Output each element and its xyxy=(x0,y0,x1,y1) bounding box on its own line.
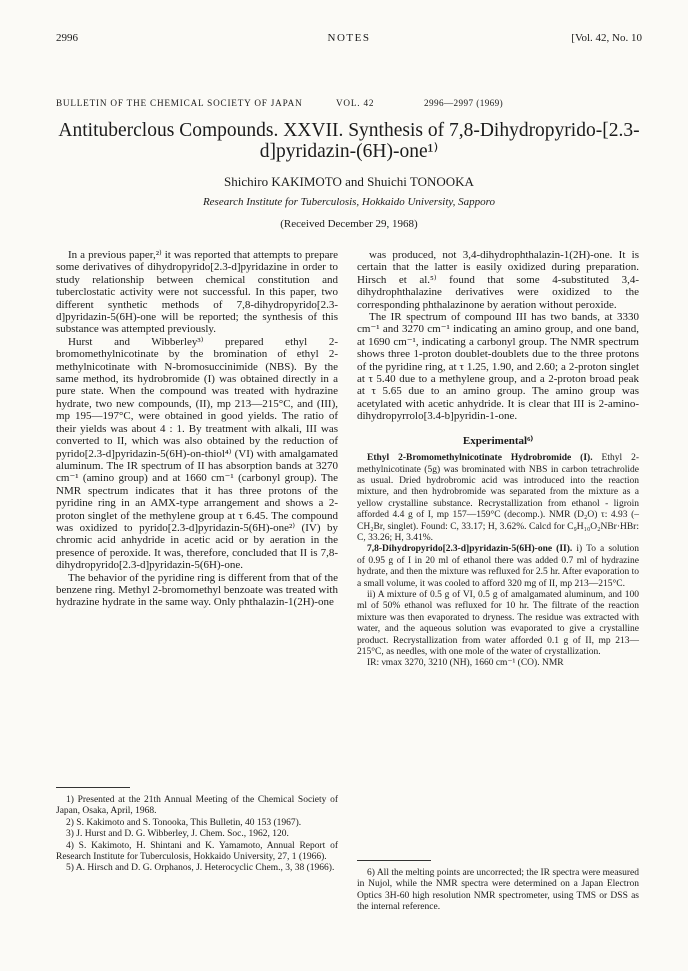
article-title: Antituberclous Compounds. XXVII. Synthesis of 7,8-Dihydropyrido-[2.3-d]pyridazin-(6H)-one¹⁾ xyxy=(58,120,640,162)
running-head: NOTES xyxy=(327,32,371,44)
journal-pages: 2996—2997 (1969) xyxy=(424,98,504,108)
experimental-paragraph: 7,8-Dihydropyrido[2.3-d]pyridazin-5(6H)-one (II). i) To a solution of 0.95 g of I in 20 ml of ethanol there was added 0.7 ml of hydrazine hydrate, and then the mixture was refluxed for 2.5 hr. After evaporation to a small volume, it was cooled to afford 320 mg of II, mp 213—215°C. xyxy=(357,544,639,589)
journal-name: BULLETIN OF THE CHEMICAL SOCIETY OF JAPAN xyxy=(56,98,303,108)
footnote-divider xyxy=(357,860,431,861)
compound-heading: 7,8-Dihydropyrido[2.3-d]pyridazin-5(6H)-one (II). xyxy=(367,544,573,555)
footnote-divider xyxy=(56,787,130,788)
paragraph: The behavior of the pyridine ring is different from that of the benzene ring. Methyl 2-bromomethyl benzoate was treated with hydrazine hydrate in the same way. Only phthalazin-1(2H)-one xyxy=(56,571,338,609)
footnote: 4) S. Kakimoto, H. Shintani and K. Yamamoto, Annual Report of Research Institute for Tuberculosis, Hokkaido University, 27, 1 (1966). xyxy=(56,840,338,863)
paragraph: was produced, not 3,4-dihydrophthalazin-1(2H)-one. It is certain that the latter is easily oxidized during preparation. Hirsch et al.⁵⁾ found that some 4-substituted 3,4-dihydrophthalazine derivatives were oxidized to the corresponding phthalazinone by aeration without peroxide. xyxy=(357,249,639,311)
footnote: 1) Presented at the 21th Annual Meeting of the Chemical Society of Japan, Osaka, April, 1968. xyxy=(56,795,338,817)
footnotes-right xyxy=(357,868,639,914)
article-authors: Shichiro KAKIMOTO and Shuichi TONOOKA xyxy=(224,174,474,189)
journal-line xyxy=(56,98,648,112)
page-number: 2996 xyxy=(56,32,78,44)
footnote: 5) A. Hirsch and D. G. Orphanos, J. Heterocyclic Chem., 3, 38 (1966). xyxy=(66,863,335,874)
footnotes-left xyxy=(56,795,338,875)
footnote: 2) S. Kakimoto and S. Tonooka, This Bulletin, 40 153 (1967). xyxy=(66,817,302,828)
journal-volume: VOL. 42 xyxy=(336,98,375,108)
footnote: 3) J. Hurst and D. G. Wibberley, J. Chem. Soc., 1962, 120. xyxy=(66,829,289,840)
paragraph: The IR spectrum of compound III has two bands, at 3330 cm⁻¹ and 3270 cm⁻¹ indicating an amino group, and one band, at 1690 cm⁻¹, indicating a carbonyl group. The NMR spectrum shows three 1-proton doublet-doublets due to the three protons of the pyridine ring, at τ 1.25, 1.90, and 2.60; a 2-proton singlet at τ 5.40 due to a methylene group, and a 2-proton broad peak at τ 5.65 due to an amino group. The amino group was acetylated with acetic anhydride. It is clear that III is 2-amino-dihydropyrrolo[3.4-b]pyridin-1-one. xyxy=(357,311,639,423)
experimental-heading: Experimental⁶⁾ xyxy=(462,434,534,447)
page-header xyxy=(56,32,642,48)
experimental-paragraph: Ethyl 2-Bromomethylnicotinate Hydrobromide (I). Ethyl 2-methylnicotinate (5g) was brominated with NBS in carbon tetrachrolide as usual. Dried hydrobromic acid was introduced into the reaction mixture, and then hydrobromide was separated from the mixture as a yellow crystalline substance. Recrystallization from ethanol - ligroin afforded 4.4 g of I, mp 157—159°C (decomp.). NMR (D₂O) τ: 4.93 (–CH₂Br, singlet). Found: C, 33.17; H, 3.62%. Calcd for C₉H₁₀O₂NBr·HBr: C, 33.26; H, 3.41%. xyxy=(357,453,640,543)
article-affiliation: Research Institute for Tuberculosis, Hokkaido University, Sapporo xyxy=(202,196,496,208)
paragraph: In a previous paper,²⁾ it was reported that attempts to prepare some derivatives of dihydropyrido[2.3-d]pyridazine in order to study relationship between chemical constitution and tuberclostatic activity were not successful. In this paper, two different synthetic methods of 7,8-dihydropyrido[2.3-d]pyridazin-5(6H)-one will be reported; the synthesis of this substance was attempted previously. xyxy=(56,249,338,336)
experimental-paragraph: IR: νmax 3270, 3210 (NH), 1660 cm⁻¹ (CO). NMR xyxy=(367,658,564,669)
received-date: (Received December 29, 1968) xyxy=(280,218,418,230)
left-column xyxy=(56,249,338,609)
experimental-section xyxy=(357,453,639,670)
experimental-paragraph: ii) A mixture of 0.5 g of VI, 0.5 g of amalgamated aluminum, and 100 ml of 50% ethanol was refluxed for 10 hr. The filtrate of the reaction mixture was then evaporated to dryness. The residue was extracted with water, and the aqueous solution was evaporated to give a crystalline product. Recrystallization from water afforded 0.1 g of II, mp 213—215°C, as needles, with one mole of the water of crystallization. xyxy=(357,589,639,657)
volume-issue: [Vol. 42, No. 10 xyxy=(571,32,642,44)
compound-heading: Ethyl 2-Bromomethylnicotinate Hydrobromide (I). xyxy=(367,453,593,464)
footnote: 6) All the melting points are uncorrected; the IR spectra were measured in Nujol, while the NMR spectra were determined on a Japan Electron Optics 3H-60 high resolution NMR spectrometer, using TMS or DSS as the internal reference. xyxy=(357,868,639,913)
right-column xyxy=(357,249,639,670)
paragraph: Hurst and Wibberley³⁾ prepared ethyl 2-bromomethylnicotinate by the bromination of ethyl 2-methylnicotinate with N-bromosuccinimide (NBS). By the same method, its hydrobromide (I) was obtained directly in a pure state. When the compound was treated with hydrazine hydrate, two new compounds, (II), mp 213—215°C, and (III), mp 195—197°C, were obtained in good yields. The ratio of their yields was about 4 : 1. By treatment with alkali, III was converted to II, which was also obtained by the reduction of pyrido[2.3-d]pyridazin-5(6H)-on-thiol⁴⁾ (VI) with amalgamated aluminum. The IR spectrum of II has absorption bands at 3270 cm⁻¹ (amino group) and at 1660 cm⁻¹ (carbonyl group). The NMR spectrum indicates that it has three protons of the pyridine ring in an AMX-type arrangement and shows a 2-proton singlet of the methylene group at τ 6.45. The compound was oxidized to pyrido[2.3-d]pyridazin-5(6H)-one²⁾ (IV) by chromic acid anhydride in acetic acid or by aeration in the presence of peroxide. It was, therefore, concluded that II is 7,8-dihydropyrido[2.3-d]pyridazin-5(6H)-one. xyxy=(56,335,338,572)
